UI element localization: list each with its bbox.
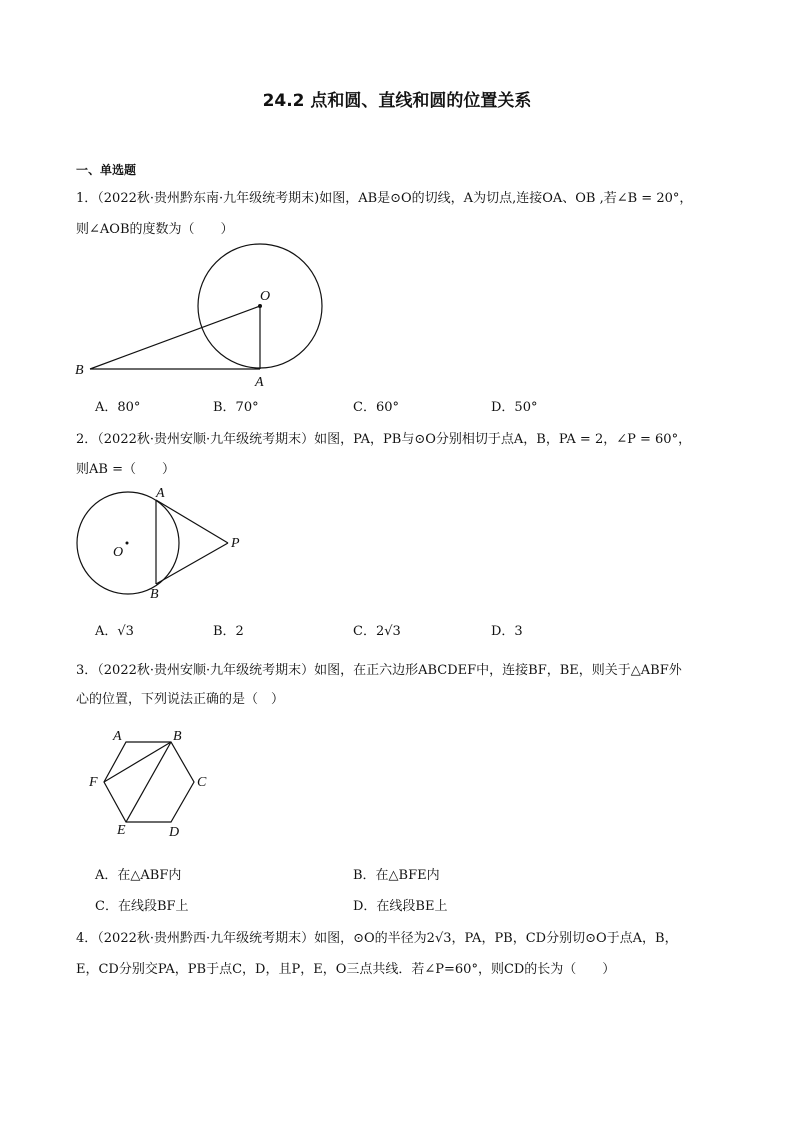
question-3-stem-line-2: 心的位置，下列说法正确的是（ ） (76, 692, 285, 707)
question-2-stem-line-1: 2．（2022秋·贵州安顺·九年级统考期末）如图，PA，PB与⊙O分别相切于点A，B，PA = 2，∠P = 60°， (76, 432, 692, 447)
question-1-stem-line-1: 1．（2022秋·贵州黔东南·九年级统考期末)如图，AB是⊙O的切线，A为切点,连接OA、OB ,若∠B = 20°， (76, 191, 693, 206)
label-o: O (260, 289, 271, 304)
page-title: 24.2 点和圆、直线和圆的位置关系 (262, 91, 532, 111)
label-e: E (117, 823, 126, 838)
label-a: A (156, 486, 165, 501)
question-1-stem-line-2: 则∠AOB的度数为（ ） (76, 222, 234, 237)
label-b: B (75, 363, 84, 378)
question-3-option-c: C．在线段BF上 (95, 899, 189, 914)
question-1-option-b: B．70° (213, 400, 259, 415)
section-heading: 一、单选题 (76, 163, 137, 177)
question-2-option-a: A．√3 (95, 624, 134, 639)
question-1-option-d: D．50° (491, 400, 538, 415)
question-4-stem-line-1: 4．（2022秋·贵州黔西·九年级统考期末）如图，⊙O的半径为2√3，PA，PB，CD分别切⊙O于点A，B， (76, 931, 678, 946)
segment-bf (104, 742, 171, 782)
question-3-option-b: B．在△BFE内 (353, 868, 440, 883)
segment-be (126, 742, 171, 822)
question-3-stem-line-1: 3．（2022秋·贵州安顺·九年级统考期末）如图，在正六边形ABCDEF中，连接BF，BE，则关于△ABF外 (76, 663, 682, 678)
label-a: A (255, 375, 264, 390)
question-3-option-d: D．在线段BE上 (353, 899, 448, 914)
label-p: P (231, 536, 240, 551)
question-2-option-c: C．2√3 (353, 624, 401, 639)
question-2-option-d: D．3 (491, 624, 523, 639)
label-a: A (113, 729, 122, 744)
label-d: D (169, 825, 180, 840)
label-f: F (89, 775, 98, 790)
question-2-option-b: B．2 (213, 624, 244, 639)
question-2-stem-line-2: 则AB =（ ） (76, 462, 175, 477)
question-3-option-a: A．在△ABF内 (95, 868, 182, 883)
question-1-option-a: A．80° (95, 400, 141, 415)
label-b: B (150, 587, 159, 602)
question-4-stem-line-2: E，CD分别交PA，PB于点C，D，且P，E，O三点共线．若∠P=60°，则CD的长为（ ） (76, 962, 616, 977)
label-b: B (173, 729, 182, 744)
label-c: C (197, 775, 207, 790)
question-1-option-c: C．60° (353, 400, 399, 415)
label-o: O (113, 545, 124, 560)
